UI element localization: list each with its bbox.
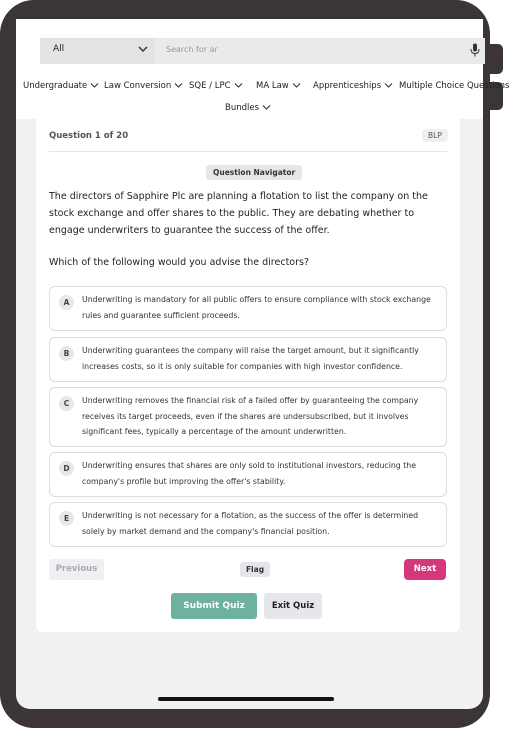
option-text: Underwriting removes the financial risk of a failed offer by guaranteeing the company receives its target proceeds, even if the shares are undersubscribed, but it involves significant fees, typically a percentage of the amount underwritten. bbox=[82, 396, 419, 436]
option-text: Underwriting is mandatory for all public offers to ensure compliance with stock exchange rules and guarantee sufficient proceeds. bbox=[82, 295, 431, 320]
option-letter: A bbox=[59, 295, 74, 310]
chevron-down-icon bbox=[90, 82, 99, 89]
previous-button[interactable]: Previous bbox=[49, 559, 104, 580]
next-button[interactable]: Next bbox=[404, 559, 446, 580]
nav-item-bundles[interactable] bbox=[225, 103, 271, 113]
option-text: Underwriting guarantees the company will raise the target amount, but it significantly increases costs, so it is only suitable for companies with high investor confidence. bbox=[82, 346, 419, 371]
nav-item-law-conversion[interactable] bbox=[104, 81, 183, 91]
nav-item-label: Multiple Choice Questions bbox=[399, 81, 509, 91]
volume-up-button bbox=[489, 44, 503, 74]
option-letter: C bbox=[59, 396, 74, 411]
nav-item-label: Apprenticeships bbox=[313, 81, 382, 91]
nav-item-label: MA Law bbox=[256, 81, 289, 91]
option-letter: E bbox=[59, 511, 74, 526]
option-a[interactable] bbox=[49, 286, 447, 331]
option-text: Underwriting ensures that shares are only sold to institutional investors, reducing the company's profile but improving the offer's stability. bbox=[82, 461, 417, 486]
question-navigator-button[interactable]: Question Navigator bbox=[206, 165, 302, 180]
nav-item-sqe-lpc[interactable] bbox=[189, 81, 243, 91]
chevron-down-icon bbox=[292, 82, 301, 89]
nav-item-undergraduate[interactable] bbox=[23, 81, 99, 91]
microphone-icon[interactable] bbox=[470, 43, 480, 57]
header-divider bbox=[49, 151, 447, 152]
exit-quiz-button[interactable]: Exit Quiz bbox=[264, 593, 322, 619]
chevron-down-icon bbox=[136, 42, 150, 56]
nav-item-label: Bundles bbox=[225, 103, 260, 113]
option-letter: B bbox=[59, 346, 74, 361]
submit-quiz-button[interactable]: Submit Quiz bbox=[171, 593, 257, 619]
option-c[interactable] bbox=[49, 387, 447, 447]
chevron-down-icon bbox=[234, 82, 243, 89]
option-letter: D bbox=[59, 461, 74, 476]
question-progress: Question 1 of 20 bbox=[49, 131, 129, 141]
category-select[interactable] bbox=[40, 38, 155, 64]
nav-item-apprenticeships[interactable] bbox=[313, 81, 393, 91]
option-e[interactable] bbox=[49, 502, 447, 547]
category-select-value: All bbox=[53, 44, 65, 54]
search-bar bbox=[40, 38, 485, 64]
search-input[interactable]: Search for ar bbox=[166, 45, 218, 54]
chevron-down-icon bbox=[174, 82, 183, 89]
option-b[interactable] bbox=[49, 337, 447, 382]
question-prompt: Which of the following would you advise the directors? bbox=[49, 257, 310, 268]
nav-item-label: Law Conversion bbox=[104, 81, 172, 91]
nav-item-ma-law[interactable] bbox=[256, 81, 301, 91]
nav-item-label: SQE / LPC bbox=[189, 81, 231, 91]
nav-item-multiple-choice-questions[interactable] bbox=[399, 81, 509, 91]
chevron-down-icon bbox=[262, 104, 271, 111]
flag-button[interactable]: Flag bbox=[240, 562, 270, 577]
subject-badge: BLP bbox=[422, 129, 448, 142]
site-header bbox=[16, 19, 509, 119]
nav-item-label: Undergraduate bbox=[23, 81, 88, 91]
option-d[interactable] bbox=[49, 452, 447, 497]
home-indicator[interactable] bbox=[158, 697, 334, 701]
tablet-screen bbox=[16, 19, 509, 709]
option-text: Underwriting is not necessary for a flotation, as the success of the offer is determined solely by market demand and the company's financial position. bbox=[82, 511, 419, 536]
chevron-down-icon bbox=[384, 82, 393, 89]
question-text: The directors of Sapphire Plc are planning a flotation to list the company on the stock exchange and offer shares to the public. They are debating whether to engage underwriters to guarantee the success of the offer. bbox=[49, 191, 428, 236]
quiz-card bbox=[36, 119, 460, 632]
